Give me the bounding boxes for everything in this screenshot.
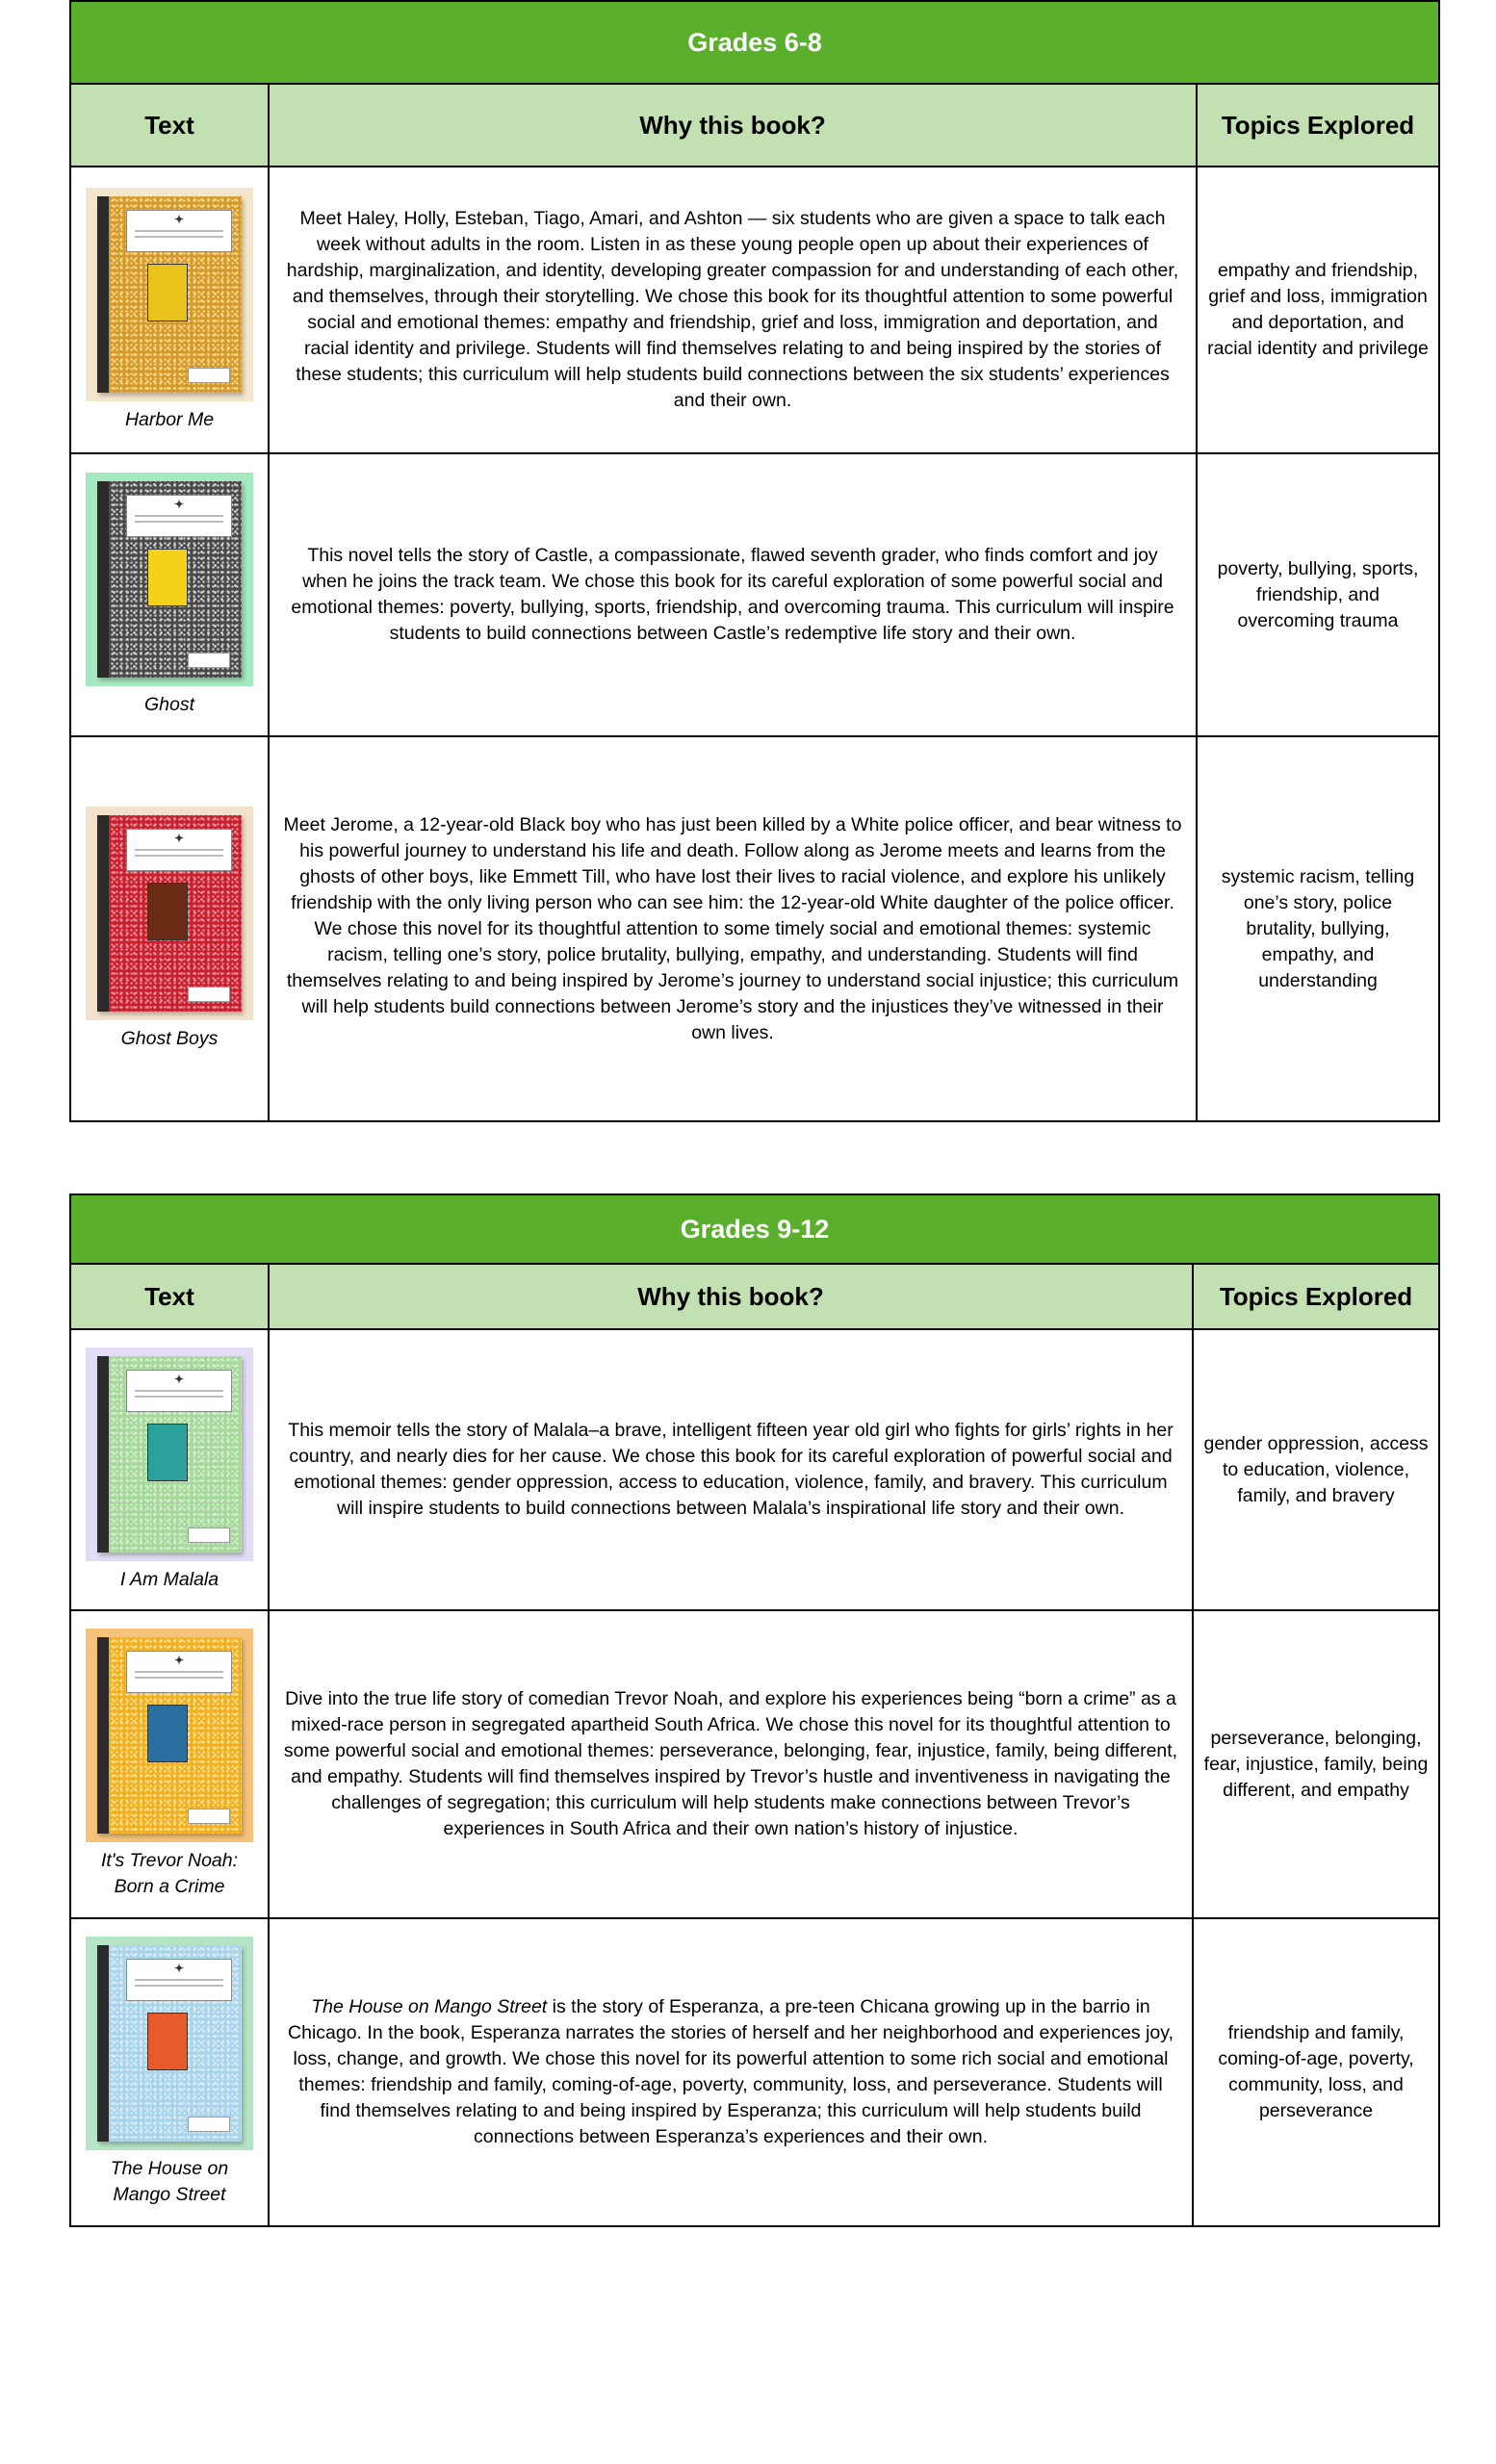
- book-title: Ghost: [143, 693, 195, 715]
- notebook-label-rule: [135, 1390, 223, 1392]
- book-cell: [70, 453, 269, 736]
- book-cell: [70, 167, 269, 453]
- notebook-cover: [97, 196, 242, 393]
- why-this-book: Meet Jerome, a 12-year-old Black boy who has just been killed by a White police officer, and bear witness to his powerful journey to understand his life and death. Follow along as Jerome meets and learns from the ghosts of other boys, like Emmett Till, who have lost their lives to racial violence, and explore his unlikely friendship with the only living person who can see him: the 12-year-old White daughter of the police officer. We chose this novel for its thoughtful attention to some timely social and emotional themes: systemic racism, telling one’s story, police brutality, bullying, empathy, and understanding. Students will find themselves relating to and being inspired by Jerome’s journey to understand social injustice; this curriculum will help students build connections between Jerome’s story and the injustices they’ve witnessed in their own lives.: [269, 736, 1197, 1121]
- book-cover-image: [86, 1348, 253, 1561]
- book-title: [71, 2156, 268, 2208]
- notebook-label-mark: ✦: [173, 1962, 185, 1975]
- column-header-topics: Topics Explored: [1193, 1264, 1439, 1329]
- notebook-label-mark: ✦: [173, 831, 185, 845]
- notebook-cover: [97, 1945, 242, 2142]
- book-cell: [70, 736, 269, 1121]
- column-header-text: Text: [70, 84, 269, 167]
- book-cover-image: [86, 188, 253, 401]
- table-row: [70, 736, 1439, 1121]
- grades-9-12-table: [69, 1194, 1440, 2227]
- mini-book-image: [147, 2013, 188, 2070]
- notebook-label-rule: [135, 236, 223, 238]
- book-cover-image: [86, 807, 253, 1020]
- book-cover-image: [86, 1937, 253, 2150]
- book-title-line: It's Trevor Noah:: [100, 1850, 239, 1871]
- topics-explored: perseverance, belonging, fear, injustice, family, being different, and empathy: [1193, 1610, 1439, 1918]
- table-row: [70, 1918, 1439, 2226]
- mini-book-image: [147, 549, 188, 606]
- book-title: Harbor Me: [124, 408, 215, 430]
- book-cell: [70, 1610, 269, 1918]
- notebook-spine: [97, 196, 109, 393]
- notebook-label-rule: [135, 1677, 223, 1679]
- notebook-name-tag: [188, 368, 230, 383]
- book-title-line: The House on: [110, 2158, 229, 2179]
- notebook-label: [126, 495, 232, 537]
- table-row: [70, 453, 1439, 736]
- why-this-book: Dive into the true life story of comedian Trevor Noah, and explore his experiences being “born a crime” as a mixed-race person in segregated apartheid South Africa. We chose this novel for its thoughtful attention to some powerful social and emotional themes: perseverance, belonging, fear, injustice, family, being different, and empathy. Students will find themselves inspired by Trevor’s hustle and inventiveness in navigating the challenges of segregation; this curriculum will help students make connections between Trevor’s experiences in South Africa and their own nation’s history of injustice.: [269, 1610, 1193, 1918]
- notebook-cover: [97, 1356, 242, 1553]
- notebook-label: [126, 829, 232, 871]
- notebook-label-mark: ✦: [173, 497, 185, 511]
- notebook-spine: [97, 815, 109, 1012]
- topics-explored: empathy and friendship, grief and loss, immigration and deportation, and racial identity and privilege: [1197, 167, 1439, 453]
- why-text: is the story of Esperanza, a pre-teen Chicana growing up in the barrio in Chicago. In the book, Esperanza narrates the stories of herself and her neighborhood and experiences joy, loss, change, and growth. We chose this novel for its powerful attention to some rich social and emotional themes: friendship and family, coming-of-age, poverty, community, loss, and perseverance. Students will find themselves relating to and being inspired by Esperanza; this curriculum will help students build connections between Esperanza’s experiences and their own.: [288, 1996, 1174, 2147]
- notebook-label-rule: [135, 849, 223, 851]
- notebook-name-tag: [188, 1809, 230, 1824]
- notebook-label-rule: [135, 1671, 223, 1673]
- why-this-book: This novel tells the story of Castle, a compassionate, flawed seventh grader, who finds comfort and joy when he joins the track team. We chose this book for its careful exploration of some powerful social and emotional themes: poverty, bullying, sports, friendship, and overcoming trauma. This curriculum will inspire students to build connections between Castle’s redemptive life story and their own.: [269, 453, 1197, 736]
- notebook-label-rule: [135, 515, 223, 517]
- notebook-label-rule: [135, 1396, 223, 1398]
- notebook-spine: [97, 1637, 109, 1834]
- notebook-name-tag: [188, 987, 230, 1002]
- notebook-spine: [97, 1945, 109, 2142]
- book-title-line: Born a Crime: [114, 1876, 225, 1897]
- notebook-label-rule: [135, 1985, 223, 1987]
- book-title: I Am Malala: [119, 1568, 219, 1590]
- notebook-label-mark: ✦: [173, 1372, 185, 1386]
- topics-explored: gender oppression, access to education, violence, family, and bravery: [1193, 1329, 1439, 1610]
- topics-explored: friendship and family, coming-of-age, poverty, community, loss, and perseverance: [1193, 1918, 1439, 2226]
- why-this-book: Meet Haley, Holly, Esteban, Tiago, Amari, and Ashton — six students who are given a space to talk each week without adults in the room. Listen in as these young people open up about their experiences of hardship, marginalization, and identity, developing greater compassion for and understanding of each other, and themselves, through their storytelling. We chose this book for its thoughtful attention to some powerful social and emotional themes: empathy and friendship, grief and loss, immigration and deportation, and racial identity and privilege. Students will find themselves relating to and being inspired by the stories of these students; this curriculum will help students build connections between the six students’ experiences and their own.: [269, 167, 1197, 453]
- notebook-label-rule: [135, 1979, 223, 1981]
- why-this-book: [269, 1918, 1193, 2226]
- mini-book-image: [147, 1424, 188, 1481]
- notebook-name-tag: [188, 653, 230, 668]
- notebook-name-tag: [188, 2117, 230, 2132]
- notebook-label-rule: [135, 230, 223, 232]
- table-row: [70, 1329, 1439, 1610]
- table-row: [70, 167, 1439, 453]
- book-title-line: Mango Street: [113, 2184, 226, 2205]
- notebook-label-mark: ✦: [173, 1654, 185, 1667]
- notebook-label: [126, 1370, 232, 1412]
- column-header-topics: Topics Explored: [1197, 84, 1439, 167]
- notebook-label-mark: ✦: [173, 212, 185, 226]
- table-title: Grades 9-12: [70, 1194, 1439, 1264]
- notebook-label: [126, 1651, 232, 1693]
- notebook-spine: [97, 1356, 109, 1553]
- notebook-name-tag: [188, 1527, 230, 1543]
- book-cell: [70, 1329, 269, 1610]
- book-cell: [70, 1918, 269, 2226]
- notebook-spine: [97, 481, 109, 678]
- table-title: Grades 6-8: [70, 1, 1439, 84]
- notebook-cover: [97, 1637, 242, 1834]
- column-header-why: Why this book?: [269, 1264, 1193, 1329]
- column-header-why: Why this book?: [269, 84, 1197, 167]
- book-cover-image: [86, 1629, 253, 1842]
- notebook-label: [126, 1959, 232, 2001]
- book-cover-image: [86, 473, 253, 686]
- book-title: Ghost Boys: [120, 1027, 219, 1049]
- notebook-cover: [97, 481, 242, 678]
- topics-explored: poverty, bullying, sports, friendship, and overcoming trauma: [1197, 453, 1439, 736]
- mini-book-image: [147, 1705, 188, 1762]
- grades-6-8-table: [69, 0, 1440, 1122]
- mini-book-image: [147, 264, 188, 321]
- book-title: [71, 1848, 268, 1900]
- book-title-italic: The House on Mango Street: [311, 1996, 548, 2017]
- notebook-label-rule: [135, 521, 223, 523]
- table-row: [70, 1610, 1439, 1918]
- why-this-book: This memoir tells the story of Malala–a brave, intelligent fifteen year old girl who fights for girls’ rights in her country, and nearly dies for her cause. We chose this book for its careful exploration of powerful social and emotional themes: gender oppression, access to education, violence, family, and bravery. This curriculum will inspire students to build connections between Malala’s inspirational life story and their own.: [269, 1329, 1193, 1610]
- mini-book-image: [147, 883, 188, 940]
- column-header-text: Text: [70, 1264, 269, 1329]
- notebook-label-rule: [135, 855, 223, 857]
- notebook-label: [126, 210, 232, 252]
- topics-explored: systemic racism, telling one’s story, police brutality, bullying, empathy, and understanding: [1197, 736, 1439, 1121]
- notebook-cover: [97, 815, 242, 1012]
